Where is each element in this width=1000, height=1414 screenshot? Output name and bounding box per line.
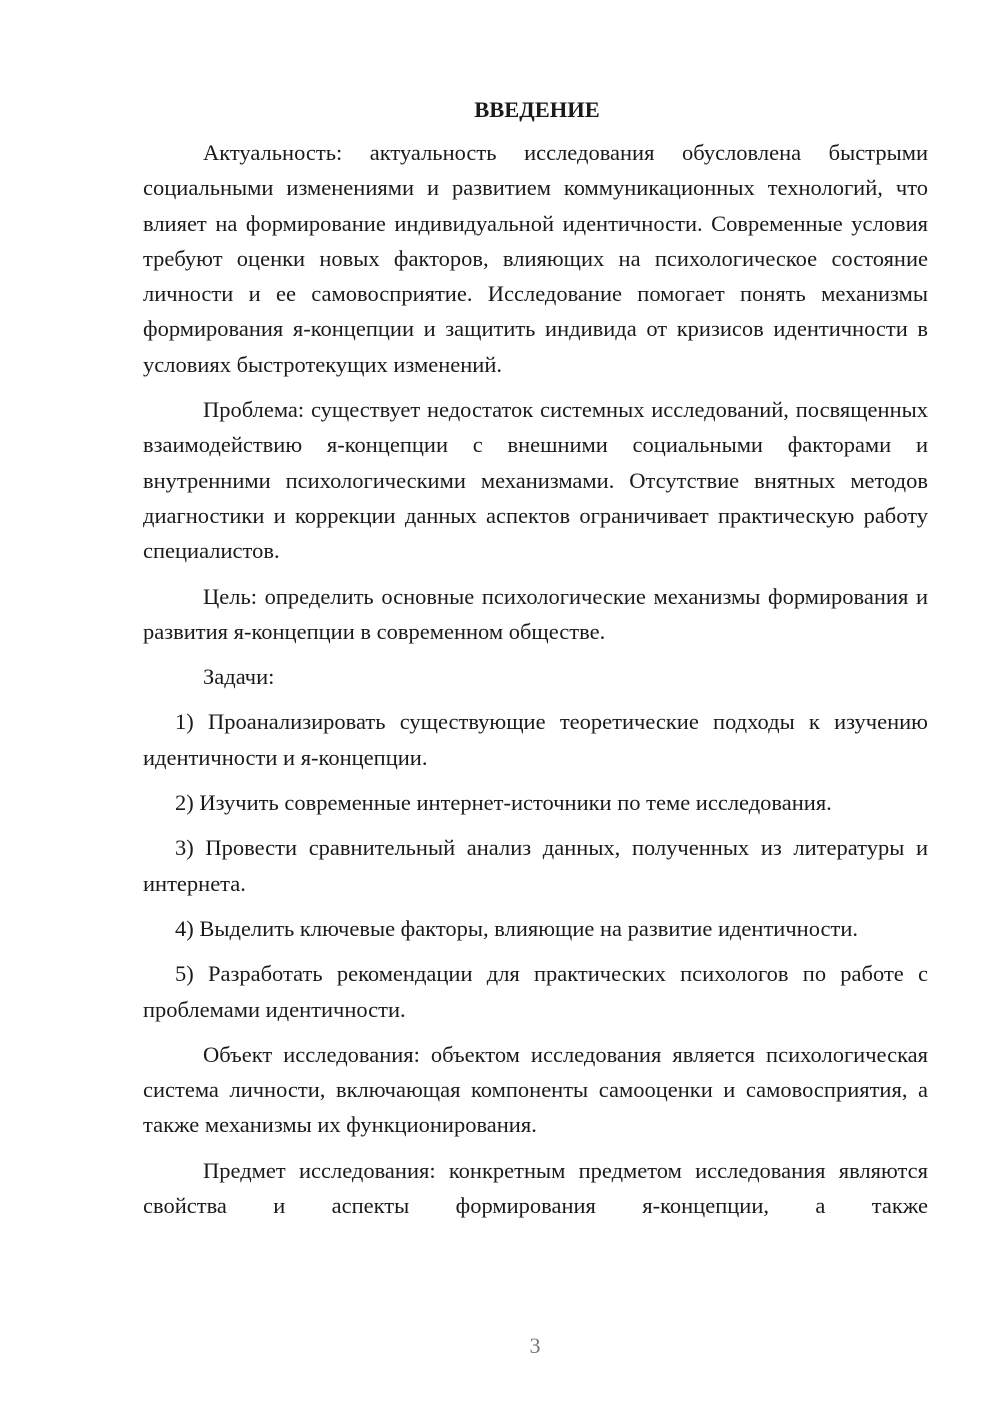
subject-paragraph: Предмет исследования: конкретным предметом исследования являются свойства и аспекты формирования я-концепции, а также bbox=[143, 1157, 928, 1219]
page-number: 3 bbox=[529, 1333, 541, 1358]
section-heading: ВВЕДЕНИЕ bbox=[474, 97, 600, 122]
task-item-5: 5) Разработать рекомендации для практических психологов по работе с проблемами идентичности. bbox=[143, 961, 928, 1022]
problem-paragraph: Проблема: существует недостаток системных исследований, посвященных взаимодействию я-концепции с внешними социальными факторами и внутренними психологическими механизмами. Отсутствие внятных методов диагностики и коррекции данных аспектов ограничивает практическую работу специалистов. bbox=[143, 397, 928, 564]
object-paragraph: Объект исследования: объектом исследования является психологическая система личности, включающая компоненты самооценки и самовосприятия, а также механизмы их функционирования. bbox=[143, 1041, 928, 1138]
relevance-paragraph: Актуальность: актуальность исследования обусловлена быстрыми социальными изменениями и развитием коммуникационных технологий, что влияет на формирование индивидуальной идентичности. Современные условия требуют оценки новых факторов, влияющих на психологическое состояние личности и ее самовосприятие. Исследование помогает понять механизмы формирования я-концепции и защитить индивида от кризисов идентичности в условиях быстротекущих изменений. bbox=[143, 140, 928, 377]
task-item-1: 1) Проанализировать существующие теоретические подходы к изучению идентичности и я-концепции. bbox=[143, 709, 928, 770]
task-item-4: 4) Выделить ключевые факторы, влияющие на развитие идентичности. bbox=[175, 915, 858, 941]
task-item-3: 3) Провести сравнительный анализ данных, полученных из литературы и интернета. bbox=[143, 835, 928, 896]
tasks-heading: Задачи: bbox=[203, 664, 275, 690]
goal-paragraph: Цель: определить основные психологические механизмы формирования и развития я-концепции в современном обществе. bbox=[143, 583, 928, 644]
page-body bbox=[143, 92, 928, 1233]
task-item-2: 2) Изучить современные интернет-источники по теме исследования. bbox=[175, 790, 832, 816]
